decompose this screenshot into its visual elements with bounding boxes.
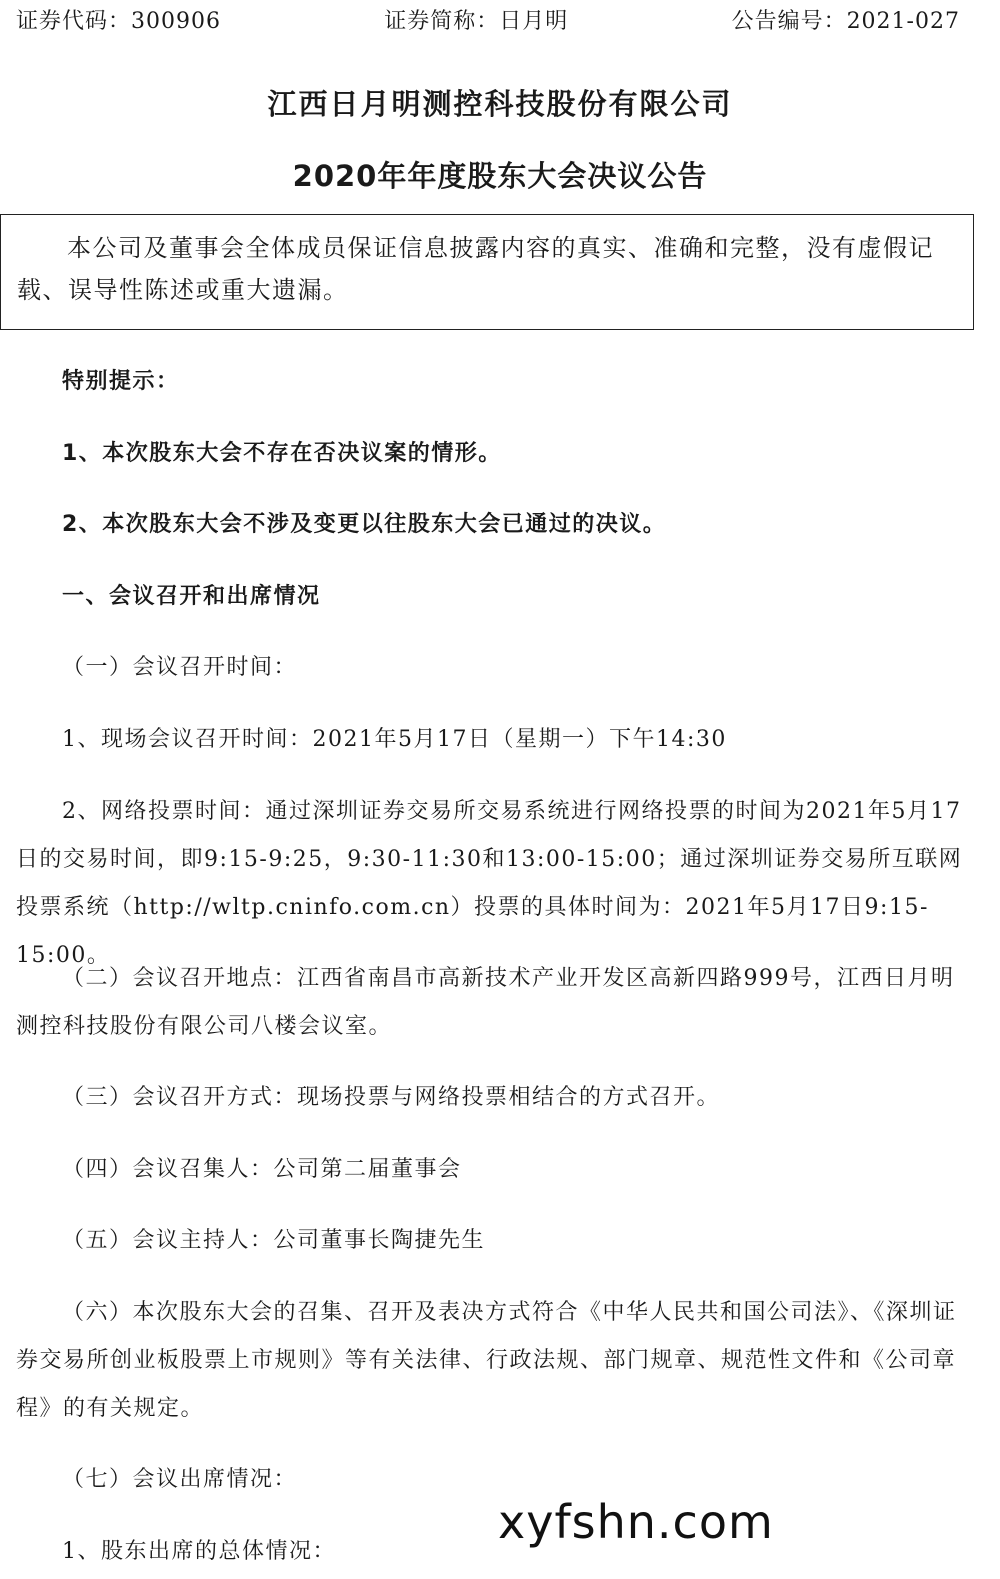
section-heading-1: 一、会议召开和出席情况 <box>62 584 321 609</box>
special-notice-heading: 特别提示： <box>62 369 180 394</box>
security-short-name: 证券简称：日月明 <box>384 9 569 34</box>
online-voting-time: 2、网络投票时间：通过深圳证券交易所交易系统进行网络投票的时间为2021年5月17日的交易时间，即9:15-9:25，9:30-11:30和13:00-15:00；通过深圳证券交易所互联网投票系统（http://wltp.cninfo.com.cn）投票的具体时间为：2021年5月17日9:15-15:00。 <box>16 799 963 968</box>
special-notice-item-1: 1、本次股东大会不存在否决议案的情形。 <box>62 441 502 466</box>
special-notice-item-2: 2、本次股东大会不涉及变更以往股东大会已通过的决议。 <box>62 512 667 537</box>
onsite-meeting-time: 1、现场会议召开时间：2021年5月17日（星期一）下午14:30 <box>62 727 727 752</box>
notice-number: 公告编号：2021-027 <box>731 9 960 34</box>
attendance-heading: （七）会议出席情况： <box>62 1467 298 1492</box>
company-title: 江西日月明测控科技股份有限公司 <box>267 87 733 121</box>
meeting-compliance: （六）本次股东大会的召集、召开及表决方式符合《中华人民共和国公司法》、《深圳证券交易所创业板股票上市规则》等有关法律、行政法规、部门规章、规范性文件和《公司章程》的有关规定。 <box>16 1300 957 1421</box>
meeting-method: （三）会议召开方式：现场投票与网络投票相结合的方式召开。 <box>62 1085 721 1110</box>
declaration-box: 本公司及董事会全体成员保证信息披露内容的真实、准确和完整，没有虚假记载、误导性陈述或重大遗漏。 <box>0 214 974 330</box>
document-header <box>16 4 960 35</box>
security-code: 证券代码：300906 <box>16 9 221 34</box>
watermark-text: xyfshn.com <box>498 1495 774 1549</box>
meeting-host: （五）会议主持人：公司董事长陶捷先生 <box>62 1228 486 1253</box>
attendance-item-1: 1、股东出席的总体情况： <box>62 1539 336 1564</box>
meeting-location: （二）会议召开地点：江西省南昌市高新技术产业开发区高新四路999号，江西日月明测控科技股份有限公司八楼会议室。 <box>16 966 955 1039</box>
notice-title: 2020年年度股东大会决议公告 <box>292 159 708 193</box>
meeting-time-heading: （一）会议召开时间： <box>62 655 298 680</box>
meeting-convener: （四）会议召集人：公司第二届董事会 <box>62 1157 462 1182</box>
